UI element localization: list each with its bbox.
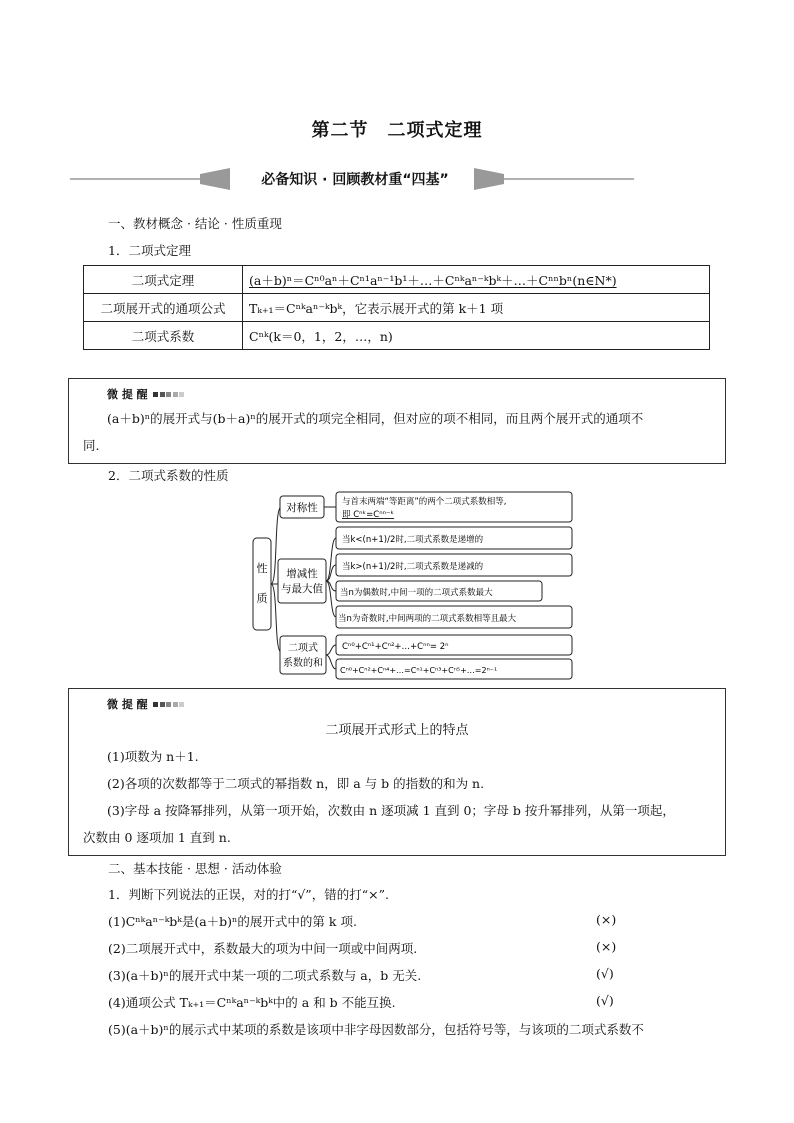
answer-mark: (×) bbox=[596, 912, 617, 927]
leaf-text: 当n为偶数时,中间一项的二项式系数最大 bbox=[340, 588, 493, 598]
tip-text-line: 同. bbox=[83, 438, 100, 453]
item-heading-1: 1．二项式定理 bbox=[108, 243, 191, 258]
section-heading-1: 一、教材概念 · 结论 · 性质重现 bbox=[108, 216, 282, 231]
section-banner: 必备知识 · 回顾教材重“四基” bbox=[261, 172, 449, 188]
leaf-text: 与首末两端“等距离”的两个二项式系数相等, bbox=[342, 497, 507, 507]
judgement-item: (1)Cⁿᵏaⁿ⁻ᵏbᵏ是(a＋b)ⁿ的展开式中的第 k 项. bbox=[108, 914, 357, 929]
table-cell-key: 二项展开式的通项公式 bbox=[84, 294, 243, 322]
binomial-theorem-table bbox=[83, 265, 710, 350]
branch-label: 二项式 bbox=[288, 643, 318, 654]
item-heading-2: 2．二项式系数的性质 bbox=[108, 468, 229, 483]
leaf-text: 当n为奇数时,中间两项的二项式系数相等且最大 bbox=[338, 614, 517, 624]
judgement-item: (4)通项公式 Tₖ₊₁＝Cⁿᵏaⁿ⁻ᵏbᵏ中的 a 和 b 不能互换. bbox=[108, 995, 396, 1010]
page-title: 第二节 二项式定理 bbox=[311, 120, 483, 141]
judgement-item: (3)(a＋b)ⁿ的展开式中某一项的二项式系数与 a，b 无关. bbox=[108, 968, 422, 983]
leaf-text: 当k<(n+1)/2时,二项式系数是递增的 bbox=[342, 535, 484, 545]
binomial-coefficient-properties-diagram bbox=[250, 490, 580, 686]
answer-mark: (√) bbox=[596, 993, 614, 1008]
root-label: 质 bbox=[256, 592, 268, 605]
answer-mark: (√) bbox=[596, 966, 614, 981]
table-row bbox=[84, 322, 710, 350]
tip-point: (2)各项的次数都等于二项式的幂指数 n，即 a 与 b 的指数的和为 n. bbox=[107, 776, 485, 791]
tip-box-2 bbox=[68, 688, 726, 856]
root-node bbox=[253, 538, 271, 630]
tip-text-line: (a＋b)ⁿ的展开式与(b＋a)ⁿ的展开式的项完全相同，但对应的项不相同，而且两个展开式的通项不 bbox=[107, 411, 644, 426]
section-heading-2: 二、基本技能 · 思想 · 活动体验 bbox=[108, 861, 282, 876]
branch-label: 对称性 bbox=[286, 502, 318, 514]
leaf-text: Cⁿ⁰+Cⁿ²+Cⁿ⁴+…=Cⁿ¹+Cⁿ³+Cⁿ⁵+…=2ⁿ⁻¹ bbox=[340, 666, 498, 675]
question-heading: 1．判断下列说法的正误，对的打“√”，错的打“×”. bbox=[108, 887, 389, 902]
answer-mark: (×) bbox=[596, 939, 617, 954]
branch-label: 与最大值 bbox=[281, 583, 323, 595]
tip-box-1 bbox=[68, 378, 726, 464]
leaf-text: 即 Cⁿᵏ=Cⁿⁿ⁻ᵏ bbox=[342, 510, 395, 520]
table-row bbox=[84, 294, 710, 322]
tip-heading: 微 提 醒 bbox=[107, 696, 184, 712]
branch-label: 增减性 bbox=[286, 568, 318, 580]
tip-subtitle: 二项展开式形式上的特点 bbox=[325, 723, 469, 738]
branch-node-monotonicity bbox=[278, 559, 326, 603]
tip-heading: 微 提 醒 bbox=[107, 386, 184, 402]
table-cell-key: 二项式系数 bbox=[84, 322, 243, 350]
table-cell-value: Cⁿᵏ(k＝0，1，2，…，n) bbox=[243, 322, 710, 350]
table-cell-key: 二项式定理 bbox=[84, 266, 243, 294]
root-label: 性 bbox=[256, 562, 268, 575]
judgement-item: (5)(a＋b)ⁿ的展示式中某项的系数是该项中非字母因数部分，包括符号等，与该项的二项式系数不 bbox=[108, 1022, 644, 1037]
table-cell-value: (a＋b)ⁿ＝Cⁿ⁰aⁿ＋Cⁿ¹aⁿ⁻¹b¹＋…＋Cⁿᵏaⁿ⁻ᵏbᵏ＋…＋Cⁿⁿbⁿ(n∈N*) bbox=[243, 266, 710, 294]
tip-point: 次数由 0 逐项加 1 直到 n. bbox=[83, 830, 231, 845]
tip-point: (3)字母 a 按降幂排列，从第一项开始，次数由 n 逐项减 1 直到 0；字母 b 按升幂排列，从第一项起， bbox=[107, 803, 675, 818]
judgement-item: (2)二项展开式中，系数最大的项为中间一项或中间两项. bbox=[108, 941, 418, 956]
leaf-text: Cⁿ⁰+Cⁿ¹+Cⁿ²+…+Cⁿⁿ= 2ⁿ bbox=[342, 642, 449, 652]
table-row bbox=[84, 266, 710, 294]
tip-point: (1)项数为 n＋1. bbox=[107, 749, 199, 764]
leaf-text: 当k>(n+1)/2时,二项式系数是递减的 bbox=[342, 562, 484, 572]
connector bbox=[326, 655, 336, 669]
connector bbox=[326, 645, 336, 655]
branch-label: 系数的和 bbox=[283, 658, 323, 669]
table-cell-value: Tₖ₊₁＝Cⁿᵏaⁿ⁻ᵏbᵏ，它表示展开式的第 k＋1 项 bbox=[243, 294, 710, 322]
